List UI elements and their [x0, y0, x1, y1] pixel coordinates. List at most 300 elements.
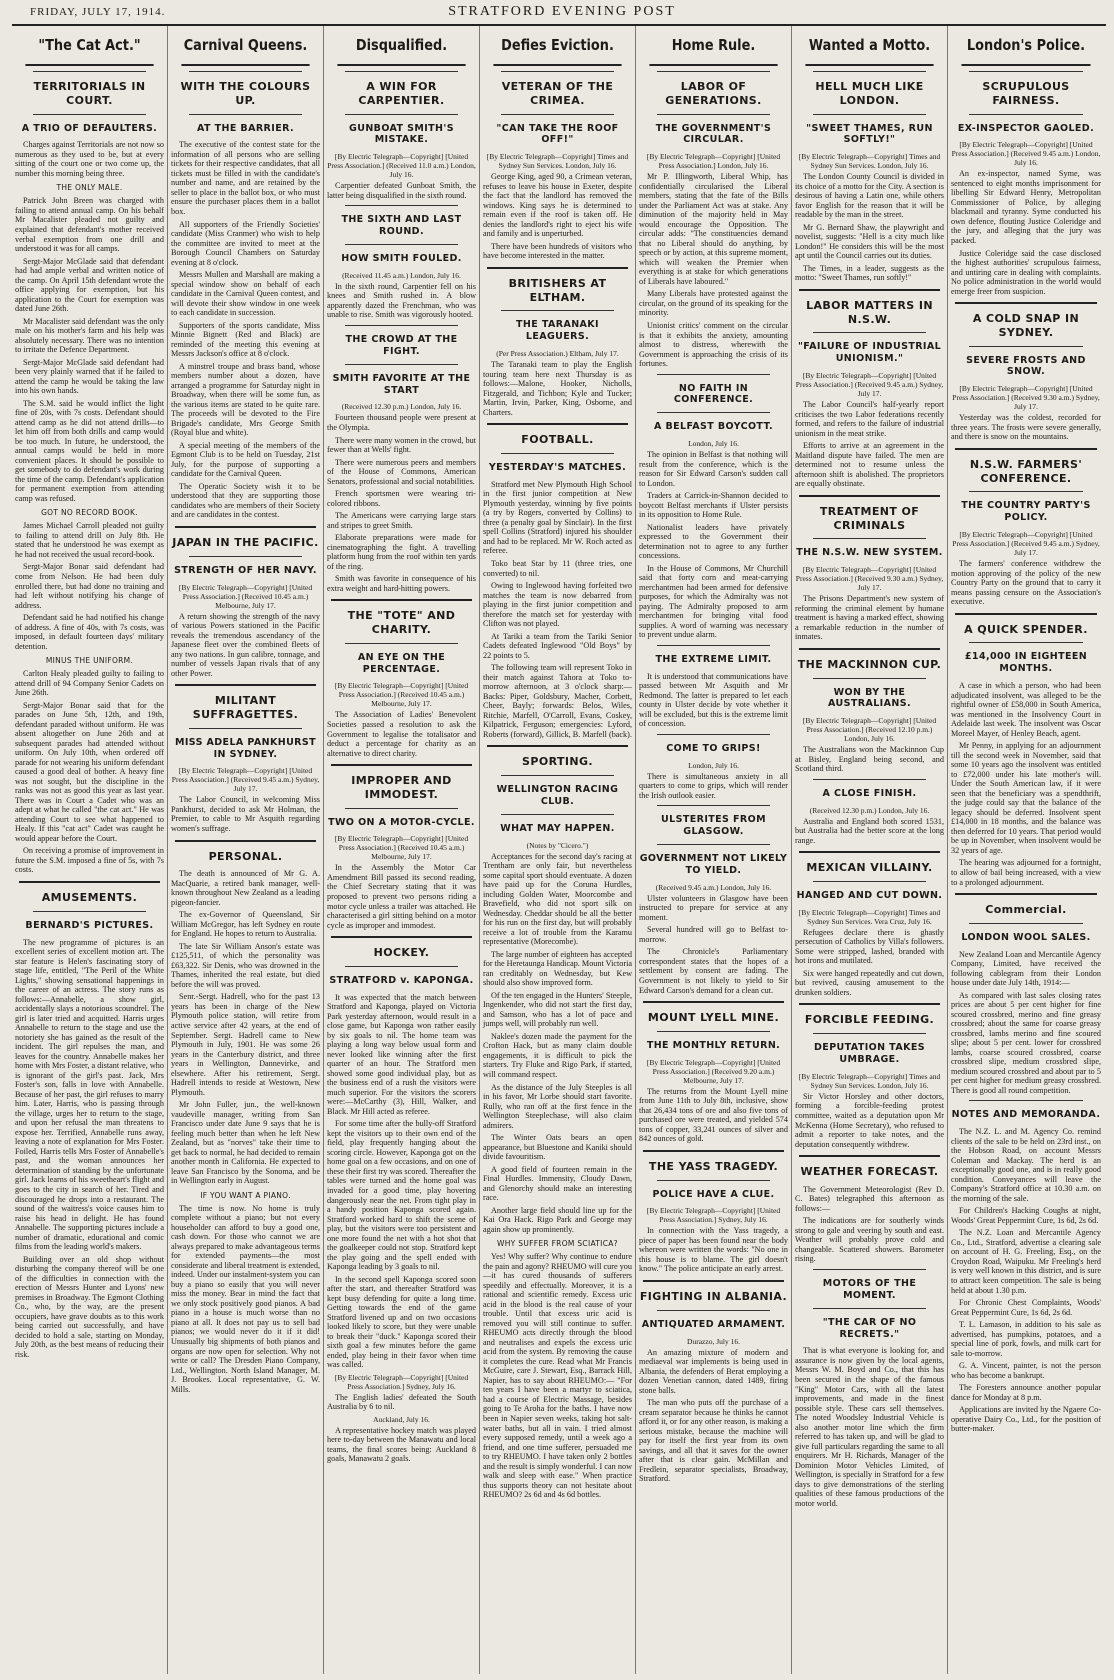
article-paragraph: The N.Z. Loan and Mercantile Agency Co., Ltd., Stratford, advertise a clearing sale on account of H. G. Freeling, Esq., on the Croydon Road, Waipuku. Mr Freeling's herd is very well known in this district, and is sure to attract keen competition. The sale is being held at about 1.30 p.m.	[951, 1228, 1101, 1295]
article-paragraph: Another large field should line up for the Kai Ora Hack. Rigo Park and George may again show up prominently.	[483, 1205, 632, 1234]
heading-rule	[813, 678, 926, 679]
article-paragraph: Acceptances for the second day's racing at Trentham are only fair, but nevertheless some capital sport should eventuate. A dozen have paid up for the Coruna Hurdles, including Golden Water, Moorcombe and Bravefield, who did not sport silk on Wednesday. Cheddar should be all the better for his run on the first day, but will probably receive a lot of trouble from the Karamu representative (Morecombe).	[483, 851, 632, 947]
article-heading: MOTORS OF THE MOMENT.	[822, 1277, 917, 1301]
column-3	[324, 26, 480, 1674]
article-paragraph: Toko beat Star by 11 (three tries, one converted) to nil.	[483, 558, 632, 578]
article-paragraph: A minstrel troupe and brass band, whose members number about a dozen, have arranged a programme for Saturday night in Broadway, when there will be some fun, as the various items are stated to be quite rare. The proceeds will be devoted to the Fire Brigade's candidate, Mrs George Smith (Royal blue and white).	[171, 361, 320, 438]
section-divider	[175, 684, 316, 686]
article-paragraph: In the Assembly the Motor Car Amendment Bill passed its second reading, the Chief Secretary stating that it was proposed to prevent two persons riding a motor cycle unless a trailer was attached. He characterised a girl sitting behind on a motor cycle as improper and immodest.	[327, 863, 476, 930]
article-heading: WITH THE COLOURS UP.	[180, 80, 311, 107]
article-paragraph: Stratford met New Plymouth High School in the first junior competition at New Plymouth yesterday, winning by five points (a try by Rogers, converted by Collins) to three (a penalty goal by Sinclair). In the first spell Collins (Stratford) injured his shoulder and had to be replaced. Mr W. Roch acted as referee.	[483, 479, 632, 556]
article-heading: THE SIXTH AND LAST ROUND.	[341, 214, 462, 238]
dateline: [By Electric Telegraph—Copyright] Times and Sydney Sun Services. London, July 16.	[798, 152, 941, 171]
dateline: [By Electric Telegraph—Copyright] [United Press Association.] (Received 9.45 a.m.) Sydney, July 17.	[952, 530, 1100, 558]
article-paragraph: The man who puts off the purchase of a cream separator because he thinks he cannot afford it, or for any other reason, is making a serious mistake, because the machine will pay for itself the first year from its own savings, and all that it saves for the owner after that is clear gain. McMillan and Fredlein, separator specialists, Broadway, Stratford.	[639, 1398, 788, 1484]
article-paragraph: Carpentier defeated Gunboat Smith, the latter being disqualified in the sixth round.	[327, 181, 476, 200]
dateline: [By Electric Telegraph—Copyright] [United Press Association.] (Received 9.20 a.m.) Melbourne, July 17.	[646, 1057, 781, 1085]
article-paragraph: There is simultaneous anxiety in all quarters to come to grips, which will render the Irish outlook easier.	[639, 771, 788, 800]
dateline: (Received 11.45 a.m.) London, July 16.	[342, 270, 461, 280]
article-heading: SCRUPULOUS FAIRNESS.	[982, 80, 1070, 107]
article-paragraph: Mr P. Illingworth, Liberal Whip, has confidentially circularised the Liberal members, stating that the fate of the Bills under the Parliament Act was at stake. Any diminution of the majority held in May would encourage the Opposition. The circular adds: "The constituencies demand that no Liberal should do anything, by speech or by action, at this supreme moment, which will weaken the Premier when everything is at stake for which generations of Liberals have laboured."	[639, 172, 788, 286]
heading-rule	[813, 332, 926, 333]
section-divider	[175, 840, 316, 842]
dateline: Durazzo, July 16.	[687, 1336, 740, 1346]
article-heading: A TRIO OF DEFAULTERS.	[21, 122, 158, 134]
article-heading: THE YASS TRAGEDY.	[648, 1159, 779, 1173]
article-heading: HOCKEY.	[373, 946, 430, 960]
article-paragraph: Carlton Healy pleaded guilty to failing to attend drill of 94 Company Senior Cadets on June 26th.	[15, 669, 164, 698]
article-paragraph: The time is now. No home is truly complete without a piano; but not every householder can afford to buy a good one, cash down. For those who cannot we are always prepared to make advantageous terms for extended payments—the most considerate and liberal treatment is extended, indeed. Under our instalment-system you can buy a piano so easily that you will never miss the money. Bear in mind the fact that we only stock positively good pianos. A bad piano in a house is much worse than no piano at all. It does not pay us to sell bad pianos; we would never do it if it did! Unusually big shipments of both pianos and organs are now open for selection. Why not write or call? The Dresden Piano Company, Ltd., Wellington. North Island Manager, M. J. Brookes. Local representative, G. W. Mills.	[171, 1203, 320, 1394]
article-paragraph: On receiving a promise of improvement in future the S.M. imposed a fine of 5s, with 7s costs.	[15, 846, 164, 875]
article-paragraph: The indications are for southerly winds strong to gale and veering by south and east. Weather will probably prove cold and changeable. Scattered showers. Barometer rising.	[795, 1216, 944, 1264]
article-heading: "FAILURE OF INDUSTRIAL UNIONISM."	[797, 341, 942, 365]
article-paragraph: Owing to Inglewood having forfeited two matches the team is now debarred from playing in the first junior competition and therefore the match set for yesterday with Clifton was not played.	[483, 581, 632, 629]
article-heading: LONDON WOOL SALES.	[961, 931, 1091, 943]
heading-rule	[969, 346, 1083, 347]
heading-rule	[501, 114, 614, 115]
dateline: [By Electric Telegraph—Copyright] [United Press Association.] (Received 11.0 a.m.) London, July 16.	[327, 152, 476, 180]
article-paragraph: There were numerous peers and members of the House of Commons, American Senators, professional and social notabilities.	[327, 457, 476, 486]
column-5	[636, 26, 792, 1674]
article-paragraph: A case in which a person, who had been adjudicated insolvent, was alleged to be the rightful owner of £58,000 in South America, was mentioned in the Insolvency Court in Adelaide last week. The insolvent was Oscar Moreel Mayer, of Henley Beach, agent.	[951, 681, 1101, 738]
article-paragraph: Sir Victor Horsley and other doctors, forming a forcible-feeding protest committee, waited as a deputation upon Mr McKenna (Home Secretary), who refused to admit a reporter to take notes, and the deputation consequently withdrew.	[795, 1091, 944, 1149]
heading-rule	[345, 808, 458, 809]
article-heading: SEVERE FROSTS AND SNOW.	[966, 354, 1086, 378]
article-paragraph: The Operatic Society wish it to be understood that they are supporting those candidates who are members of their Society and are candidates in the contest.	[171, 481, 320, 520]
column-headline: London's Police.	[962, 26, 1091, 66]
heading-rule	[657, 1310, 770, 1311]
heading-rule	[657, 1180, 770, 1181]
article-paragraph: The executive of the contest state for the information of all persons who are selling tickets for their respective candidates, that all tickets must be filled in with the candidate's number and name, and are retained by the seller to place in the ballot box, or who must ensure the purchaser places them in a ballot box.	[171, 140, 320, 216]
section-divider	[955, 613, 1097, 615]
dateline: (Received 9.45 a.m.) London, July 16.	[655, 882, 772, 892]
article-paragraph: Fourteen thousand people were present at the Olympia.	[327, 413, 476, 432]
dateline: [By Electric Telegraph—Copyright] [United Press Association.] London, July 16.	[646, 152, 781, 171]
section-divider	[175, 526, 316, 528]
article-paragraph: It is understood that communications have passed between Mr Asquith and Mr Redmond. The latter is prepared to let each county in Ulster decide by vote whether it will be excluded, but this is the extreme limit of concession.	[639, 671, 788, 729]
article-paragraph: The opinion in Belfast is that nothing will result from the conference, which is the reason for Sir Edward Carson's sudden call to London.	[639, 450, 788, 488]
article-paragraph: Yesterday was the coldest, recorded for three years. The frosts were severe generally, and there is snow on the mountains.	[951, 413, 1101, 442]
article-paragraph: The N.Z. L. and M. Agency Co. remind clients of the sale to be held on 23rd inst., on the Hobson Road, on account Messrs Coleman and Mackay. The herd is an exceptionally good one, and is in really good condition. Conveyances will leave the Company's Stratford office at 10.30 a.m. on the morning of the sale.	[951, 1127, 1101, 1203]
article-paragraph: Sergt-Major Bonar said that for the parades on June 5th, 12th, and 19th, defendant paraded without uniform. He was absent altogether on June 26th and at subsequent parades had attended without uniform. On July 10th, when ordered off parade for not wearing his uniform defendant caused a good deal of bother. A heavy fine was not sought, but the discipline in the ranks was not as good this year as last year. There was in Court a Cadet who was an adept at what he called "the cat act." He was attending Court to see what happened to Healy. If this "cat act" Cadet was caught he would appear before the Court.	[15, 700, 164, 843]
dateline: [By Electric Telegraph—Copyright] [United Press Association.] (Received 9.45 a.m.) Sydney, July 17.	[171, 766, 320, 794]
section-divider	[799, 1155, 940, 1157]
article-heading: THE EXTREME LIMIT.	[655, 653, 772, 665]
dateline: (Per Press Association.) Eltham, July 17.	[496, 349, 619, 359]
heading-rule	[813, 779, 926, 780]
dateline: [By Electric Telegraph—Copyright] [United Press Association.] Sydney, July 16.	[334, 1372, 469, 1391]
heading-rule	[33, 71, 146, 72]
issue-date: FRIDAY, JULY 17, 1914.	[30, 6, 166, 18]
article-subheading: GOT NO RECORD BOOK.	[41, 508, 138, 518]
dateline: [By Electric Telegraph—Copyright] [United Press Association.] (Received 9.30 a.m.) Sydney, July 17.	[795, 565, 944, 593]
heading-rule	[345, 205, 458, 206]
dateline: [By Electric Telegraph—Copyright] Times and Sydney Sun Services. London, July 16.	[798, 1071, 941, 1090]
article-paragraph: Mr Macalister said defendant was the only male on his mother's farm and his help was absolutely necessary. There was no intention to irritate the Defence Department.	[15, 316, 164, 355]
dateline: [By Electric Telegraph—Copyright] Times and Sydney Sun Services. Vera Cruz, July 16.	[798, 907, 941, 926]
section-divider	[799, 1003, 940, 1005]
article-paragraph: In connection with the Yass tragedy, a piece of paper has been found near the body whereon were written the words: "No one in this house is to blame. The girl doesn't know." The police anticipate an early arrest.	[639, 1226, 788, 1274]
article-paragraph: As compared with last sales closing rates prices are about 5 per cent higher for fine scoured crossbred, merino and fine greasy crossbred; about the same for coarse greasy crossbred, lambs merino and fine scoured slipe; about 5 per cent. lower for crossbred lambs, coarse scoured crossbred, coarse crossbred slipe, medium crossbred slipe, medium scoured crossbred and about par to 5 per cent higher for medium greasy crossbred. There is good all round competition.	[951, 990, 1101, 1095]
article-subheading: IF YOU WANT A PIANO.	[200, 1190, 291, 1200]
section-divider	[799, 648, 940, 650]
article-paragraph: Defendant said he had notified his change of address. A fine of 40s, with 7s costs, was imposed, in default fourteen days' military detention.	[15, 613, 164, 651]
dateline: London, July 16.	[688, 760, 739, 770]
section-divider	[643, 1150, 784, 1152]
article-paragraph: All supporters of the Friendly Societies' candidate (Miss Cranmer) who wish to help the committee are invited to meet at the Borough Council Chambers on Saturday evening at 8 o'clock.	[171, 219, 320, 267]
article-paragraph: Nationalist leaders have privately expressed to the Government their determination not to agree to any further concessions.	[639, 522, 788, 561]
article-paragraph: There have been hundreds of visitors who have become interested in the matter.	[483, 241, 632, 261]
article-heading: FOOTBALL.	[521, 433, 594, 447]
heading-rule	[33, 114, 146, 115]
article-heading: NOTES AND MEMORANDA.	[951, 1109, 1101, 1121]
heading-rule	[657, 734, 770, 735]
article-paragraph: In the sixth round, Carpentier fell on his knees and Smith rushed in. A blow apparently dazed the Frenchman, who was unable to rise. Smith was vigorously hooted.	[327, 281, 476, 320]
article-paragraph: Several hundred will go to Belfast to-morrow.	[639, 925, 788, 944]
article-heading: STRENGTH OF HER NAVY.	[174, 564, 317, 576]
article-heading: LABOR MATTERS IN N.S.W.	[806, 298, 933, 326]
section-divider	[955, 448, 1097, 450]
article-heading: THE TARANAKI LEAGUERS.	[516, 319, 599, 343]
article-paragraph: As the distance of the July Steeples is all in his favor, Mr Lorbe should start favorite. Rully, who ran off at the first fence in the Wellington Steeplechase, will also claim admirers.	[483, 1082, 632, 1130]
article-heading: A QUICK SPENDER.	[964, 622, 1088, 636]
article-heading: FIGHTING IN ALBANIA.	[639, 1289, 788, 1303]
article-heading: YESTERDAY'S MATCHES.	[488, 461, 627, 473]
heading-rule	[657, 412, 770, 413]
article-paragraph: At Tariki a team from the Tariki Senior Cadets defeated Inglewood "Old Boys" by 22 points to 5.	[483, 631, 632, 660]
article-paragraph: New Zealand Loan and Mercantile Agency Company, Limited, have received the following cablegram from their London house under date July 14th, 1914:—	[951, 949, 1101, 988]
section-divider	[487, 745, 628, 747]
article-subheading: MINUS THE UNIFORM.	[45, 656, 134, 666]
section-divider	[643, 1280, 784, 1282]
heading-rule	[969, 1100, 1083, 1101]
article-paragraph: The new programme of pictures is an excellent series of excellent motion art. The star feature is Helen's fascinating story of stage life, entitled, "The Peril of the White Lights," showing sensational happenings in the career of an actress. The story runs as follows:—Annabelle, a show girl, accidentally slays a notorious scoundrel. The girl is later tried and acquitted. Harris urges Annabelle to return to the stage and use the notoriety she has gained as the result of the incident. The girl repulses the man, and leaves for the country. Annabelle makes her home with Mrs Foster, a distant relative, who is ignorant of the girl's past. Jack, Mrs Foster's son, falls in love with Annabelle. Because of her past, the girl refuses to marry him. Later, Harris, who is passing through the village, urges her to return to the stage, and upon her refusal the man threatens to expose her. Terrified, Annabelle runs away, leaving a note of explanation for Mrs Foster. Foiled, Harris tells Mrs Foster of Annabelle's past, and the woman announces her determination of standing by the unfortunate girl. Jack learns of his sweetheart's flight and goes to the city in search of her. Tired and discouraged he drops into a restaurant. The sound of the waitress's voice causes him to raise his head in delight. He has found Annabelle. The supporting pictures include a number of dramatic, educational and comic films from the leading world's makers.	[15, 937, 164, 1252]
article-paragraph: The Winter Oats bears an open appearance, but Bluestone and Kaniki should divide favouritism.	[483, 1133, 632, 1162]
article-paragraph: A special meeting of the members of the Egmont Club is to be held on Tuesday, 21st July, for the purpose of supporting a candidate for the Carnival Queen.	[171, 440, 320, 479]
dateline: London, July 16.	[688, 439, 739, 449]
article-paragraph: A representative hockey match was played here to-day between the Manawatu and local teams, the final scores being: Auckland 8 goals, Manawatu 2 goals.	[327, 1425, 476, 1464]
article-heading: HOW SMITH FOULED.	[341, 253, 462, 265]
heading-rule	[657, 374, 770, 375]
article-paragraph: Efforts to arrive at an agreement in the Maitland dispute have failed. The men are determined not to resume unless the afternoon shift is abolished. The proprietors are equally obstinate.	[795, 441, 944, 489]
heading-rule	[501, 775, 614, 776]
article-heading: TERRITORIALS IN COURT.	[33, 80, 146, 107]
heading-rule	[813, 1308, 926, 1309]
article-paragraph: An amazing mixture of modern and mediaeval war implements is being used in Albania, the defenders of Berat employing a dozen Venetian cannon, dated 1489, firing stone balls.	[639, 1347, 788, 1395]
article-paragraph: For Children's Hacking Coughs at night, Woods' Great Peppermint Cure, 1s 6d, 2s 6d.	[951, 1206, 1101, 1225]
section-divider	[487, 267, 628, 269]
article-paragraph: The returns from the Mount Lyell mine from June 11th to July 8th, inclusive, show that 26,434 tons of ore and also five tons of purchased ore were treated, and yielded 574 tons of copper, 33,241 ounces of silver and 842 ounces of gold.	[639, 1086, 788, 1144]
article-paragraph: The large number of eighteen has accepted for the Heretaunga Handicap. Mount Victoria ran creditably on Wednesday, but Kew should also show improved form.	[483, 949, 632, 988]
article-heading: MEXICAN VILLAINY.	[806, 861, 933, 875]
article-paragraph: French sportsmen were wearing tri-colored ribbons.	[327, 489, 476, 508]
article-heading: ULSTERITES FROM GLASGOW.	[661, 814, 766, 838]
column-4	[480, 26, 636, 1674]
article-heading: BRITISHERS AT ELTHAM.	[508, 276, 607, 304]
heading-rule	[813, 114, 926, 115]
article-heading: THE "TOTE" AND CHARITY.	[347, 609, 456, 636]
heading-rule	[345, 244, 458, 245]
article-paragraph: The Association of Ladies' Benevolent Societies passed a resolution to ask the Government to legalise the totalisator and deduct a percentage for charity as an alternative to direct charity.	[327, 710, 476, 758]
heading-rule	[189, 71, 302, 72]
article-heading: £14,000 IN EIGHTEEN MONTHS.	[964, 651, 1088, 675]
masthead	[30, 4, 1094, 22]
article-paragraph: The ex-Governor of Queensland, Sir William McGregor, has left Sydney en route for England. He hopes to return to Australia.	[171, 910, 320, 939]
article-paragraph: G. A. Vincent, painter, is not the person who has become a bankrupt.	[951, 1361, 1101, 1380]
column-headline: Wanted a Motto.	[805, 26, 933, 66]
article-heading: LABOR OF GENERATIONS.	[665, 80, 762, 107]
article-paragraph: The English ladies' defeated the South Australia by 6 to nil.	[327, 1392, 476, 1412]
article-paragraph: The hearing was adjourned for a fortnight, to allow of bail being increased, with a view to a prolonged adjournment.	[951, 858, 1101, 887]
article-paragraph: Mr Penny, in applying for an adjournment till the second week in November, said that some 10 years ago the insolvent was entitled to £72,000 under his late mother's will. Under the South American law, if it were seen that the beneficiary was a spendthrift, the judge could say that the balance of the legacy should be deferred. Insolvent spent £14,000 in 18 months, and the balance was then deferred for 10 years. That period would be up in November, when insolvent would be 32 years of age.	[951, 741, 1101, 855]
heading-rule	[969, 491, 1083, 492]
article-paragraph: The Government Meteorologist (Rev D. C. Bates) telegraphed this afternoon as follows:—	[795, 1184, 944, 1213]
article-heading: AN EYE ON THE PERCENTAGE.	[357, 651, 446, 675]
article-paragraph: Yes! Why suffer? Why continue to endure the pain and agony? RHEUMO will cure you—it has cured thousands of sufferers speedily and effectually. Moreover, it is a rational and scientific remedy. Excess uric acid in the blood is the real cause of your trouble. Until that excess uric acid is removed you will still continue to suffer. RHEUMO acts directly through the blood and neutralises and expels the excess uric acid from the system. By removing the cause it completes the cure. Read what Mr Francis McGuire, care J. Stewart, Esq., Barrack Hill, Napier, has to say about RHEUMO:— "For ten years I have been a martyr to sciatica, had a course of Electric Massage, besides going to Te Aroha for the baths. I have now been in Napier seven weeks, taking hot salt-water baths, but all in vain. I tried almost every supposed remedy, until a week ago a friend, and one time sufferer, persuaded me to try RHEUMO. I have taken only 2 bottles and the result is simply wonderful. I can now walk and sleep with ease." When practice thus supports theory can not hesitate about RHEUMO? 2s 6d and 4s 6d bottles.	[483, 1252, 632, 1500]
column-7	[948, 26, 1104, 1674]
heading-rule	[501, 453, 614, 454]
article-heading: N.S.W. FARMERS' CONFERENCE.	[969, 457, 1083, 485]
heading-rule	[501, 814, 614, 815]
heading-rule	[813, 1269, 926, 1270]
article-paragraph: Naklee's dozen made the payment for the Crofton Hack, but as many claim double engagements, it is difficult to pick the starters. Try Fluke and Rigo Park, if started, will command respect.	[483, 1031, 632, 1079]
article-heading: AMUSEMENTS.	[41, 890, 138, 904]
article-paragraph: The Times, in a leader, suggests as the motto: "Sweet Thames, run softly!"	[795, 263, 944, 283]
heading-rule	[969, 71, 1083, 72]
article-paragraph: Australia and England both scored 1531, but Australia had the better score at the long range.	[795, 816, 944, 845]
article-paragraph: Patrick John Breen was charged with failing to attend annual camp. On his behalf Mr Macalister pleaded not guilty and explained that defendant's mother received verbal exemption from one drill and understood it was for all camps.	[15, 196, 164, 254]
article-heading: HELL MUCH LIKE LONDON.	[815, 80, 924, 107]
article-heading: EX-INSPECTOR GAOLED.	[957, 122, 1095, 134]
dateline: (Notes by "Cicero.")	[526, 840, 589, 850]
article-paragraph: That is what everyone is looking for, and assurance is now given by the local agents, Messrs W. M. Boyd and Co., that this has been secured in the shape of the famous "King" Motor Cars, with all the latest improvements, and made in the finest possible style. These cars sell themselves. The noted Woodsley Industrial Vehicle is also another motor line which the firm referred to has taken up, and will be glad to give full particulars regarding the same to all enquirers. Mr H. Richards, Manager of the Dominion Motor Vehicles Limited, of Wellington, is specially in Stratford for a few days to give demonstrations of the sterling qualities of these famous productions of the motor world.	[795, 1346, 944, 1508]
article-paragraph: Smith was favorite in consequence of his extra weight and hard-hitting powers.	[327, 574, 476, 593]
article-paragraph: Many Liberals have protested against the circular, on the ground of its speaking for the minority.	[639, 289, 788, 318]
article-paragraph: The Prisons Department's new system of reforming the criminal element by humane treatment is having a marked effect, showing a remarkable reduction in the number of inmates.	[795, 594, 944, 642]
column-headline: Disqualified.	[337, 26, 465, 66]
newspaper-title: STRATFORD EVENING POST	[448, 4, 676, 19]
article-heading: AT THE BARRIER.	[197, 122, 294, 134]
heading-rule	[501, 71, 614, 72]
article-paragraph: Mr G. Bernard Shaw, the playwright and novelist, suggests: "Hell is a city much like London!" He considers this will be the most apt until the Council carries out its duties.	[795, 222, 944, 261]
column-headline: Defies Eviction.	[493, 26, 621, 66]
article-paragraph: The death is announced of Mr G. A. MacQuarie, a retired bank manager, well-known throughout New Zealand as a leading pigeon-fancier.	[171, 869, 320, 907]
article-heading: A CLOSE FINISH.	[822, 787, 917, 799]
heading-rule	[813, 71, 926, 72]
article-paragraph: Sergt-Major Bonar said defendant had come from Nelson. He had been duly enrolled there, but had done no training and had left without notifying his change of address.	[15, 562, 164, 610]
article-paragraph: The farmers' conference withdrew the motion approving of the policy of the new Country Party on the ground that to carry it means passing censure on the Association's executive.	[951, 559, 1101, 607]
dateline: [By Electric Telegraph—Copyright] [United Press Association.] (Received 10.45 a.m.) Melbourne, July 17.	[178, 582, 313, 610]
article-paragraph: It was expected that the match between Stratford and Kaponga, played on Victoria Park yesterday afternoon, would result in a close game, but Kaponga won rather easily by six goals to nil. The home team was playing a long way below usual form and never looked like winning after the first quarter of an hour. The Stratford men showed some good individual play, but as the business end of a rush the visitors were much superior. For the visitors the scorers were:—McCarthy (3), Hill, Walker, and Black. Mr Hill acted as referee.	[327, 992, 476, 1116]
columns-container	[12, 24, 1106, 1676]
article-heading: NO FAITH IN CONFERENCE.	[673, 382, 754, 406]
article-heading: MISS ADELA PANKHURST IN SYDNEY.	[174, 736, 317, 760]
article-heading: BERNARD'S PICTURES.	[25, 919, 154, 931]
article-subheading: THE ONLY MALE.	[56, 183, 123, 193]
section-divider	[955, 893, 1097, 895]
article-heading: PERSONAL.	[208, 849, 283, 863]
article-paragraph: For some time after the bully-off Stratford kept the visitors up to their own end of the field, play frequently hanging about the scoring circle. However, Kaponga got on the home goal on a few occasions, and on one of these their first try was scored. Thereafter the tables were turned and the home goal was invaded for a good time, play hovering dangerously near the net. From tight play in a handy position Kaponga scored again. Stratford worked hard to shift the scene of play, but the visitors were too persistent and one more found the net with a hot shot that the goalkeeper could not stop. Stratford kept the play going and the spell ended with Kaponga leading by 3 goals to nil.	[327, 1119, 476, 1272]
column-1	[12, 26, 168, 1674]
article-heading: WON BY THE AUSTRALIANS.	[828, 686, 911, 710]
article-heading: SPORTING.	[522, 755, 593, 769]
article-paragraph: Applications are invited by the Ngaere Co-operative Dairy Co., Ltd., for the position of butter-maker.	[951, 1405, 1101, 1434]
article-paragraph: Charges against Territorials are not now so numerous as they used to be, but at every sitting of the court one or two come up, the number this morning being three.	[15, 140, 164, 178]
article-heading: WHAT MAY HAPPEN.	[500, 822, 615, 834]
heading-rule	[657, 805, 770, 806]
article-paragraph: The following team will represent Toko in their match against Tahora at Toko to-morrow afternoon, at 3 o'clock sharp:—Backs: Piper, Goldsbury, Macher, Corbett, Cheer, Bayly; forwards: Belos, Wiles, Ritchie, Marfell, O'Carroll, Evans, Coskey, Kilpatrick, Ferguson; emergencies: Lyford, Roberts (forward), Gillick, B. Marfell (back).	[483, 663, 632, 739]
article-heading: IMPROPER AND IMMODEST.	[351, 774, 452, 801]
article-paragraph: The Chronicle's Parliamentary correspondent states that the hopes of a settlement by consent are fading. The Government is not likely to yield to Sir Edward Carson's demand for a clean cut.	[639, 947, 788, 995]
article-heading: THE GOVERNMENT'S CIRCULAR.	[655, 122, 772, 146]
dateline: [By Electric Telegraph—Copyright] [United Press Association.] (Received 10.45 a.m.) Melbourne, July 17.	[334, 834, 469, 862]
article-paragraph: Of the ten engaged in the Hunters' Steeple, Ingenkender, who did not start the first day, and Samson, who has a lot of pace and jumps well, will probably run well.	[483, 990, 632, 1029]
heading-rule	[657, 1031, 770, 1032]
article-heading: A BELFAST BOYCOTT.	[654, 421, 773, 433]
article-heading: JAPAN IN THE PACIFIC.	[172, 535, 319, 549]
heading-rule	[189, 556, 302, 557]
column-headline: "The Cat Act."	[25, 26, 153, 66]
heading-rule	[813, 1033, 926, 1034]
article-paragraph: Supporters of the sports candidate, Miss Minnie Bignett (Red and Black) are reminded of the meeting this evening at Messrs Jackson's office at 8 o'clock.	[171, 320, 320, 359]
article-paragraph: George King, aged 90, a Crimean veteran, refuses to leave his house in Exeter, despite the fact that the landlord has removed the windows. King says he is determined to remain even if the roof is taken off. He denies the landlord's right to eject his wife and family and is unperturbed.	[483, 172, 632, 239]
article-heading: VETERAN OF THE CRIMEA.	[501, 80, 614, 107]
column-headline: Home Rule.	[649, 26, 777, 66]
section-divider	[331, 599, 472, 601]
dateline: [By Electric Telegraph—Copyright] [United Press Association.] (Received 12.10 p.m.) London, July 16.	[802, 716, 937, 744]
article-heading: TREATMENT OF CRIMINALS	[819, 504, 920, 532]
article-paragraph: A return showing the strength of the navy of various Powers stationed in the Pacific reveals the tremendous ascendancy of the Japanese fleet over the combined fleets of any two nations. In gun calibre, tonnage, and number of vessels Japan rivals that of any other Power.	[171, 611, 320, 678]
article-heading: A WIN FOR CARPENTIER.	[358, 80, 445, 107]
heading-rule	[657, 844, 770, 845]
article-heading: MOUNT LYELL MINE.	[647, 1011, 780, 1025]
dateline: [By Electric Telegraph—Copyright] [United Press Association.] (Received 9.45 a.m.) Sydney, July 17.	[795, 371, 944, 399]
heading-rule	[657, 71, 770, 72]
article-paragraph: The Labor Council's half-yearly report criticises the two Labor federations recently formed, and refers to the failure of industrial unionism in the meat strike.	[795, 400, 944, 438]
article-heading: ANTIQUATED ARMAMENT.	[641, 1318, 786, 1330]
article-heading: WEATHER FORECAST.	[800, 1165, 939, 1179]
article-heading: SMITH FAVORITE AT THE START	[332, 372, 471, 396]
article-heading: COME TO GRIPS!	[666, 742, 761, 754]
article-heading: THE N.S.W. NEW SYSTEM.	[796, 547, 943, 559]
dateline: (Received 12.30 p.m.) London, July 16.	[809, 805, 930, 815]
article-paragraph: A good field of fourteen remain in the Final Hurdles. Immensity, Cloudy Dawn, and Glenorchy should make an interesting race.	[483, 1164, 632, 1203]
article-paragraph: James Michael Carroll pleaded not guilty to failing to attend drill on July 8th. He stated that he understood he was exempt as he had not received the usual record-book.	[15, 521, 164, 559]
article-paragraph: The Labor Council, in welcoming Miss Pankhurst, decided to ask Mr Holman, the Premier, to cable to Mr Asquith regarding women's suffrage.	[171, 795, 320, 833]
section-divider	[643, 1001, 784, 1003]
section-divider	[799, 851, 940, 853]
heading-rule	[969, 114, 1083, 115]
heading-rule	[189, 728, 302, 729]
dateline: [By Electric Telegraph—Copyright] [United Press Association.] Sydney, July 16.	[646, 1206, 781, 1225]
article-paragraph: The S.M. said he would inflict the light fine of 20s, with 7s costs. Defendant should attend camp as he did not attend drills—to let him off from both drills and camp would be too much. In future, he understood, the annual camps would be held in more convenient places. It should be possible to get somebody to do defendant's work during the time of the camp. Defendant's application for permanent exemption from attending camp was refused.	[15, 398, 164, 503]
heading-rule	[345, 364, 458, 365]
article-paragraph: The London County Council is divided in its choice of a motto for the City. A section is desirous of having a Latin one, while others favor English for the reason that it will be readable by the man in the street.	[795, 172, 944, 220]
heading-rule	[969, 642, 1083, 643]
article-heading: HANGED AND CUT DOWN.	[796, 889, 943, 901]
article-paragraph: Mr John Fuller, jun., the well-known vaudeville manager, writing from San Francisco under date June 9 says that he is feeling much better than when he left New Zealand, but as "norves" take their time to get back to normal, he had decided to remain another month in California. He expected to leave San Francisco by the Sonoma, and be in Wellington early in August.	[171, 1100, 320, 1186]
heading-rule	[345, 71, 458, 72]
article-paragraph: For Chronic Chest Complaints, Woods' Great Peppermint Cure, 1s 6d, 2s 6d.	[951, 1298, 1101, 1317]
article-paragraph: The Foresters announce another popular dance for Monday at 8 p.m.	[951, 1383, 1101, 1402]
section-divider	[799, 495, 940, 497]
article-paragraph: There were many women in the crowd, but fewer than at Wells' fight.	[327, 435, 476, 455]
article-heading: "SWEET THAMES, RUN SOFTLY!"	[806, 122, 933, 146]
section-divider	[331, 764, 472, 766]
heading-rule	[813, 881, 926, 882]
article-paragraph: Traders at Carrick-in-Shannon decided to boycott Belfast merchants if Ulster persists in its opposition to Home Rule.	[639, 491, 788, 520]
article-heading: GUNBOAT SMITH'S MISTAKE.	[349, 122, 454, 146]
article-heading: THE MACKINNON CUP.	[797, 657, 942, 671]
heading-rule	[345, 643, 458, 644]
article-heading: THE COUNTRY PARTY'S POLICY.	[961, 500, 1091, 524]
dateline: [By Electric Telegraph—Copyright] [United Press Association.] (Received 9.30 a.m.) Sydney, July 17.	[952, 384, 1100, 412]
heading-rule	[345, 114, 458, 115]
heading-rule	[657, 645, 770, 646]
heading-rule	[189, 114, 302, 115]
dateline: [By Electric Telegraph—Copyright] [United Press Association.] (Received 9.45 a.m.) London, July 16.	[951, 140, 1101, 168]
article-heading: GOVERNMENT NOT LIKELY TO YIELD.	[639, 853, 788, 876]
article-paragraph: The Australians won the Mackinnon Cup at Bisley, England being second, and Scotland third.	[795, 745, 944, 774]
article-paragraph: Six were hanged repeatedly and cut down, but revived, causing amusement to the drunken soldiers.	[795, 968, 944, 997]
article-paragraph: Sergt-Major McGlade said defendant had been very plainly warned that if he failed to attend the camp he would be taking the law into his own hands.	[15, 357, 164, 396]
article-paragraph: Senr.-Sergt. Hadrell, who for the past 13 years has been in charge of the New Plymouth police station, will retire from active service after 42 years, at the end of September. Sergt. Hadrell came to New Plymouth in July, 1901. He was some 26 years in the Canterbury district, and three years in Wellington, Dannevirke, and elsewhere. After his retirement, Sergt. Hadrell intends to reside at Westown, New Plymouth.	[171, 992, 320, 1097]
article-heading: "CAN TAKE THE ROOF OFF!"	[496, 122, 619, 146]
article-heading: FORCIBLE FEEDING.	[804, 1013, 935, 1027]
article-heading: WELLINGTON RACING CLUB.	[496, 784, 619, 807]
heading-rule	[813, 538, 926, 539]
article-paragraph: The Americans were carrying large stars and stripes to greet Smith.	[327, 511, 476, 530]
heading-rule	[345, 325, 458, 326]
article-heading: THE MONTHLY RETURN.	[646, 1039, 781, 1051]
article-paragraph: The Taranaki team to play the English touring team here next Thursday is as follows:—Malone, Hooker, Nicholls, Fitzgerald, and Tichbon; Kyle and Tucker; Martin, Irvin, Parker, King, Osborne, and Charters.	[483, 360, 632, 417]
heading-rule	[501, 310, 614, 311]
article-paragraph: Unionist critics' comment on the circular is that it exhibits the anxiety, amounting almost to distress, wherewith the Government is approaching the crisis of its fortunes.	[639, 320, 788, 369]
section-divider	[331, 936, 472, 938]
column-6	[792, 26, 948, 1674]
column-2	[168, 26, 324, 1674]
article-paragraph: Elaborate preparations were made for cinematographing the fight. A travelling platform hung from the roof within ten yards of the ring.	[327, 533, 476, 571]
section-divider	[19, 881, 160, 883]
article-paragraph: In the House of Commons, Mr Churchill said that forty corn and meat-carrying merchantmen had been armed for defensive purposes, for which the Admiralty was not paying. The Admiralty proposed to arm merchantmen for bringing vital food supplies. A word of warning was necessary to prevent undue alarm.	[639, 563, 788, 640]
article-heading: THE CROWD AT THE FIGHT.	[345, 333, 458, 357]
dateline: [By Electric Telegraph—Copyright] Times and Sydney Sun Services. London, July 16.	[486, 152, 629, 171]
article-heading: STRATFORD v. KAPONGA.	[329, 974, 474, 986]
article-heading: MILITANT SUFFRAGETTES.	[192, 694, 299, 721]
article-heading: POLICE HAVE A CLUE.	[652, 1188, 775, 1200]
column-headline: Carnival Queens.	[181, 26, 309, 66]
dateline: [By Electric Telegraph—Copyright] [United Press Association.] (Received 10.45 a.m.) Melbourne, July 17.	[334, 681, 469, 709]
article-paragraph: An ex-inspector, named Syme, was sentenced to eight months imprisonment for libelling Sir Edward Henry, Metropolitan Commissioner of Police, by alleging blackmail and tyranny. Syme conducted his own defence, flouting Justice Coleridge and the jury, and alleging that the jury was packed.	[951, 169, 1101, 245]
article-paragraph: Building over an old shop without disturbing the company thereof will be one of the difficulties in connection with the erection of Messrs Hunter and Lyons' new premises in Broadway. The Egmont Clothing Co., who, by the way, are the present occupiers, have grave doubts as to this work being carried out successfully, and have decided to hold a sale, starting on Monday, July 20th, as the best means of reducing their risk.	[15, 1254, 164, 1359]
article-paragraph: Messrs Mullen and Marshall are making a special window show on behalf of each candidate in the Carnival Queen contest, and will devote their show window in one week to each candidate in succession.	[171, 270, 320, 318]
section-divider	[799, 289, 940, 291]
heading-rule	[969, 923, 1083, 924]
article-heading: A COLD SNAP IN SYDNEY.	[972, 312, 1080, 339]
article-paragraph: Sergt-Major McGlade said that defendant had had ample verbal and written notice of the camp. On April 15th defendant wrote the office applying for exemption, but his application to the Court for exemption was dated June 26th.	[15, 256, 164, 314]
heading-rule	[345, 966, 458, 967]
section-divider	[487, 423, 628, 425]
dateline: (Received 12.30 p.m.) London, July 16.	[341, 402, 462, 412]
article-heading: Commercial.	[985, 903, 1067, 917]
article-heading: TWO ON A MOTOR-CYCLE.	[328, 816, 475, 828]
article-paragraph: Justice Coleridge said the case disclosed the highest authorities' scrupulous fairness, and untiring care in dealing with complaints. No police administration in the world would emerge freer from suspicion.	[951, 248, 1101, 296]
article-subheading: WHY SUFFER FROM SCIATICA?	[497, 1239, 618, 1249]
article-heading: DEPUTATION TAKES UMBRAGE.	[814, 1042, 925, 1066]
article-paragraph: Ulster volunteers in Glasgow have been instructed to prepare for service at any moment.	[639, 893, 788, 922]
article-heading: "THE CAR OF NO RECRETS."	[822, 1316, 917, 1340]
article-paragraph: The late Sir William Anson's estate was £125,511, of which the personality was £63,322. Sir Denis, who was drowned in the Thames, inherited the real estate, but died before the will was proved.	[171, 941, 320, 989]
